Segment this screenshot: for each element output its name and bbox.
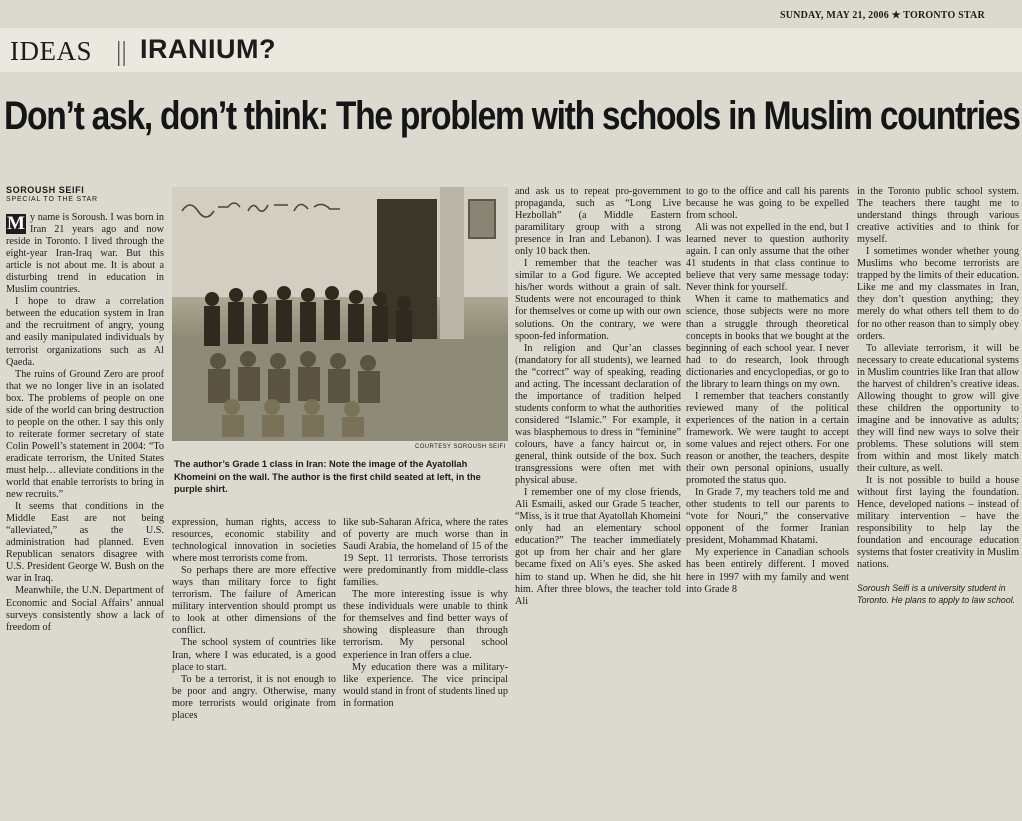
portrait-on-wall — [468, 199, 496, 239]
byline-affiliation: SPECIAL TO THE STAR — [6, 196, 98, 203]
article-paragraph: To alleviate terrorism, it will be necessary to create educational systems in Muslim countries like Iran that allow the harvest of children’s creative ideas. Allowing thought to grow will give these children the opportunity to imagine and be innovative as adults; they will find new ways to solve their problems. These solutions will stem from within and most likely match their culture, as well. — [857, 342, 1019, 475]
section-divider: || — [116, 36, 127, 66]
article-paragraph: in the Toronto public school system. The teachers there taught me to understand things through various creative activities and to think for myself. — [857, 186, 1019, 246]
headline: Don’t ask, don’t think: The problem with schools in Muslim countries — [4, 94, 1020, 138]
article-column-1 — [6, 212, 164, 802]
article-paragraph: My experience in Canadian schools has been entirely different. I moved here in 1997 with my family and went into Grade 8 — [686, 547, 849, 595]
article-paragraph: The ruins of Ground Zero are proof that we no longer live in an isolated box. The problems of people on one side of the world can bring destruction to people on the other. I say this only to reiterate former secretary of state Colin Powell’s statement in 2004: “To eradicate terrorism, the United States must help… alleviate conditions in the world that enable terrorists to bring in new recruits.” — [6, 368, 164, 501]
article-column-2 — [172, 517, 336, 803]
article-column-6 — [857, 186, 1019, 804]
article-paragraph: expression, human rights, access to resources, economic stability and technological innovation in societies where most terrorists come from. — [172, 517, 336, 565]
section-topic: IRANIUM? — [140, 34, 276, 64]
article-paragraph: Ali was not expelled in the end, but I learned never to question authority again. I can only assume that the other 41 students in that class continue to believe that very same message today: Never think for yourself. — [686, 222, 849, 294]
photo-pillar — [440, 187, 464, 347]
photo-caption: The author’s Grade 1 class in Iran: Note the image of the Ayatollah Khomeini on the wall. The author is the first child seated at left, in the purple shirt. — [174, 459, 481, 494]
article-column-5 — [686, 186, 849, 804]
article-paragraph: My education there was a military-like experience. The vice principal would stand in front of students lined up in formation — [343, 661, 508, 709]
drop-cap: M — [7, 213, 25, 234]
section-label: IDEAS — [10, 36, 92, 66]
article-paragraph: and ask us to repeat pro-government propaganda, such as “Long Live Hezbollah” (a Middle Eastern paramilitary group with a strong presence in Iran and Lebanon). I was only 10 back then. — [515, 186, 681, 258]
author-bio: Soroush Seifi is a university student in Toronto. He plans to apply to law school. — [857, 582, 1016, 605]
article-column-3 — [343, 517, 508, 803]
article-paragraph: to go to the office and call his parents because he was going to be expelled from school. — [686, 186, 849, 222]
article-column-4 — [515, 186, 681, 804]
class-photo — [172, 187, 508, 441]
students-group — [192, 277, 422, 437]
article-paragraph: M y name is Soroush. I was born in Iran 21 years ago and now reside in Toronto. I lived through the eight-year Iran-Iraq war. But this article is not about me. It is about a disturbing trend in education in Muslim countries. — [6, 212, 164, 296]
article-paragraph: I remember that the teacher was similar to a God figure. We accepted his/her words without a grain of salt. Students were not encouraged to think for themselves or come up with our own solutions. On the contrary, we were spoon-fed information. — [515, 258, 681, 342]
article-paragraph: The school system of countries like Iran, where I was educated, is a good place to start. — [172, 637, 336, 673]
article-paragraph: To be a terrorist, it is not enough to be poor and angry. Otherwise, many more terrorists would originate from places — [172, 673, 336, 721]
article-paragraph: The more interesting issue is why these individuals were unable to think for themselves and find better ways of showing displeasure than through terrorism. My personal school experience in Iran offers a clue. — [343, 589, 508, 661]
article-paragraph: like sub-Saharan Africa, where the rates of poverty are much worse than in Saudi Arabia, the homeland of 15 of the 19 Sept. 11 terrorists. Those terrorists were predominantly from middle-class families. — [343, 517, 508, 589]
byline-author: SOROUSH SEIFI — [6, 185, 85, 195]
article-paragraph: I sometimes wonder whether young Muslims who become terrorists are trapped by the limits of their education. Like me and my classmates in Iran, they don’t question anything; they merely do what others tell them to do for no other reason than to simply obey orders. — [857, 246, 1019, 342]
article-paragraph: I remember that teachers constantly reviewed many of the political experiences of the nation in a certain framework. We were taught to accept some values and reject others. For one reason or another, the teachers, despite their own personal opinions, usually promoted the status quo. — [686, 390, 849, 487]
article-paragraph: I hope to draw a correlation between the education system in Iran and the recruitment of angry, young and easily manipulated individuals by terrorist organizations such as Al Qaeda. — [6, 296, 164, 368]
article-paragraph: In religion and Qur’an classes (mandatory for all students), we learned the “correct” way of speaking, reading and acting. The incessant declaration of the importance of tradition helped students conform to what the authorities considered “Islamic.” For example, it was blasphemous to dress in “feminine” colours, have a fancy haircut or, in general, think outside of the box. Such transgressions were often met with physical abuse. — [515, 342, 681, 487]
wall-writing — [178, 193, 346, 219]
article-paragraph: It is not possible to build a house without first laying the foundation. Hence, developed nations – instead of military intervention – have the responsibility to help lay the foundation and encourage education systems that foster creativity in Muslim nations. — [857, 475, 1019, 571]
photo-credit: COURTESY SOROUSH SEIFI — [415, 444, 506, 450]
article-paragraph: So perhaps there are more effective ways than military force to fight terrorism. The failure of American military intervention should prompt us to look at other dimensions of the conflict. — [172, 565, 336, 637]
article-paragraph: When it came to mathematics and science, those subjects were no more than a struggle through theoretical concepts in books that we bought at the beginning of each school year. I never had to do research, look through dictionaries and encyclopedias, or go to the library to learn things on my own. — [686, 294, 849, 390]
article-paragraph: In Grade 7, my teachers told me and other students to tell our parents to “vote for Nouri,” the conservative opponent of the former Iranian president, Mohammad Khatami. — [686, 487, 849, 547]
dateline: SUNDAY, MAY 21, 2006 ★ TORONTO STAR — [780, 10, 985, 21]
article-paragraph: I remember one of my close friends, Ali Esmaili, asked our Grade 5 teacher, “Miss, is it true that Ayatollah Khomeini only had an elementary school education?” The teacher immediately got up from her chair and her glare became fixed on Ali’s eyes. She asked him to stand up. When he did, she hit him. After three blows, the teacher told Ali — [515, 487, 681, 607]
article-paragraph: It seems that conditions in the Middle East are not being “alleviated,” as the U.S. administration had planned. Even Republican senators disagree with U.S. President George W. Bush on the war in Iraq. — [6, 501, 164, 585]
article-paragraph: Meanwhile, the U.N. Department of Economic and Social Affairs’ annual surveys consistently show a lack of freedom of — [6, 585, 164, 633]
